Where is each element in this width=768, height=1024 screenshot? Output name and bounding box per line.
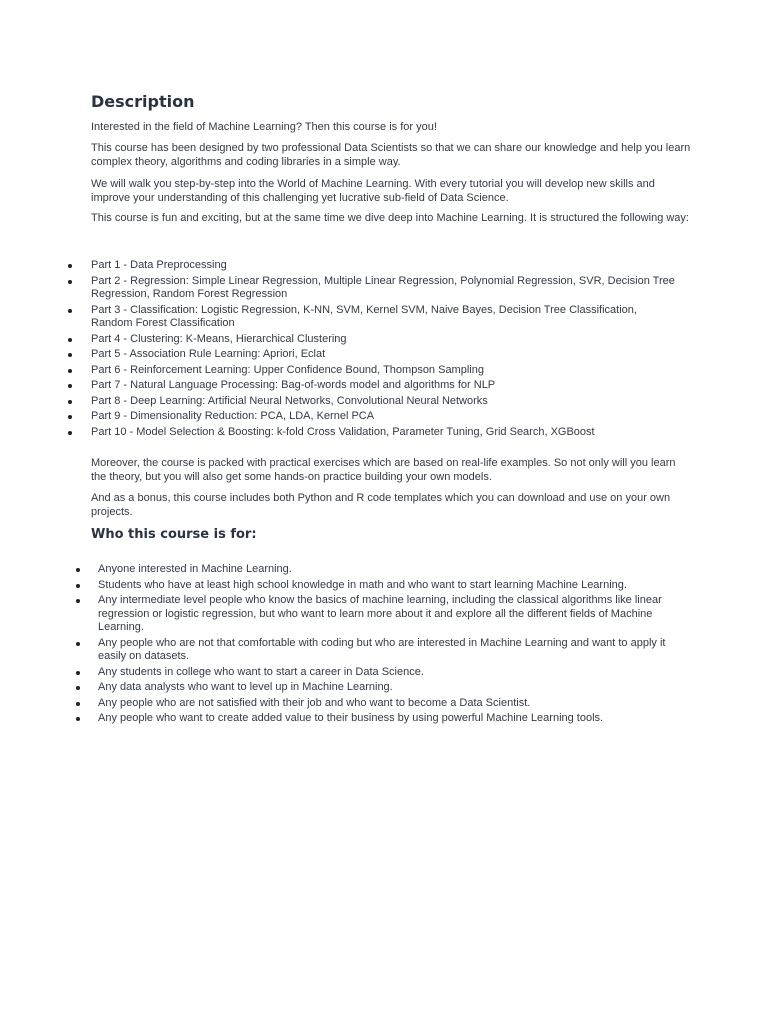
- list-item: Part 5 - Association Rule Learning: Apriori, Eclat: [91, 348, 681, 362]
- list-item: Part 6 - Reinforcement Learning: Upper Confidence Bound, Thompson Sampling: [91, 364, 681, 378]
- intro-paragraph: Interested in the field of Machine Learning? Then this course is for you!: [91, 121, 437, 133]
- list-item: Any people who are not satisfied with their job and who want to become a Data Scientist.: [98, 697, 688, 711]
- structure-paragraph: This course is fun and exciting, but at the same time we dive deep into Machine Learning. It is structured the following way:: [91, 212, 689, 224]
- list-item: Part 8 - Deep Learning: Artificial Neural Networks, Convolutional Neural Networks: [91, 395, 681, 409]
- list-item: Part 10 - Model Selection & Boosting: k-fold Cross Validation, Parameter Tuning, Grid Search, XGBoost: [91, 426, 681, 440]
- list-item: Any students in college who want to start a career in Data Science.: [98, 666, 688, 680]
- list-item: Part 9 - Dimensionality Reduction: PCA, LDA, Kernel PCA: [91, 410, 681, 424]
- bonus-paragraph: And as a bonus, this course includes both Python and R code templates which you can download and use on your own projects.: [91, 492, 671, 518]
- practical-exercises-paragraph: Moreover, the course is packed with practical exercises which are based on real-life examples. So not only will you learn the theory, but you will also get some hands-on practice building your own models.: [91, 457, 676, 483]
- list-item: Part 1 - Data Preprocessing: [91, 259, 681, 273]
- list-item: Part 2 - Regression: Simple Linear Regression, Multiple Linear Regression, Polynomial Regression, SVR, Decision Tree Regression, Random Forest Regression: [91, 275, 681, 302]
- course-parts-list: [91, 259, 681, 441]
- designed-by-paragraph: This course has been designed by two professional Data Scientists so that we can share our knowledge and help you learn complex theory, algorithms and coding libraries in a simple way.: [91, 142, 691, 168]
- audience-heading: Who this course is for:: [91, 527, 257, 542]
- audience-list: [98, 563, 688, 728]
- list-item: Part 3 - Classification: Logistic Regression, K-NN, SVM, Kernel SVM, Naive Bayes, Decision Tree Classification, Random Forest Classification: [91, 304, 681, 331]
- list-item: Part 7 - Natural Language Processing: Bag-of-words model and algorithms for NLP: [91, 379, 681, 393]
- step-by-step-paragraph: We will walk you step-by-step into the World of Machine Learning. With every tutorial you will develop new skills and improve your understanding of this challenging yet lucrative sub-field of Data Science.: [91, 178, 655, 204]
- list-item: Any data analysts who want to level up in Machine Learning.: [98, 681, 688, 695]
- list-item: Students who have at least high school knowledge in math and who want to start learning Machine Learning.: [98, 579, 688, 593]
- list-item: Any people who are not that comfortable with coding but who are interested in Machine Learning and want to apply it easily on datasets.: [98, 637, 688, 664]
- list-item: Any people who want to create added value to their business by using powerful Machine Learning tools.: [98, 712, 688, 726]
- list-item: Anyone interested in Machine Learning.: [98, 563, 688, 577]
- list-item: Part 4 - Clustering: K-Means, Hierarchical Clustering: [91, 333, 681, 347]
- description-heading: Description: [91, 92, 195, 111]
- list-item: Any intermediate level people who know the basics of machine learning, including the classical algorithms like linear regression or logistic regression, but who want to learn more about it and explore all the different fields of Machine Learning.: [98, 594, 688, 635]
